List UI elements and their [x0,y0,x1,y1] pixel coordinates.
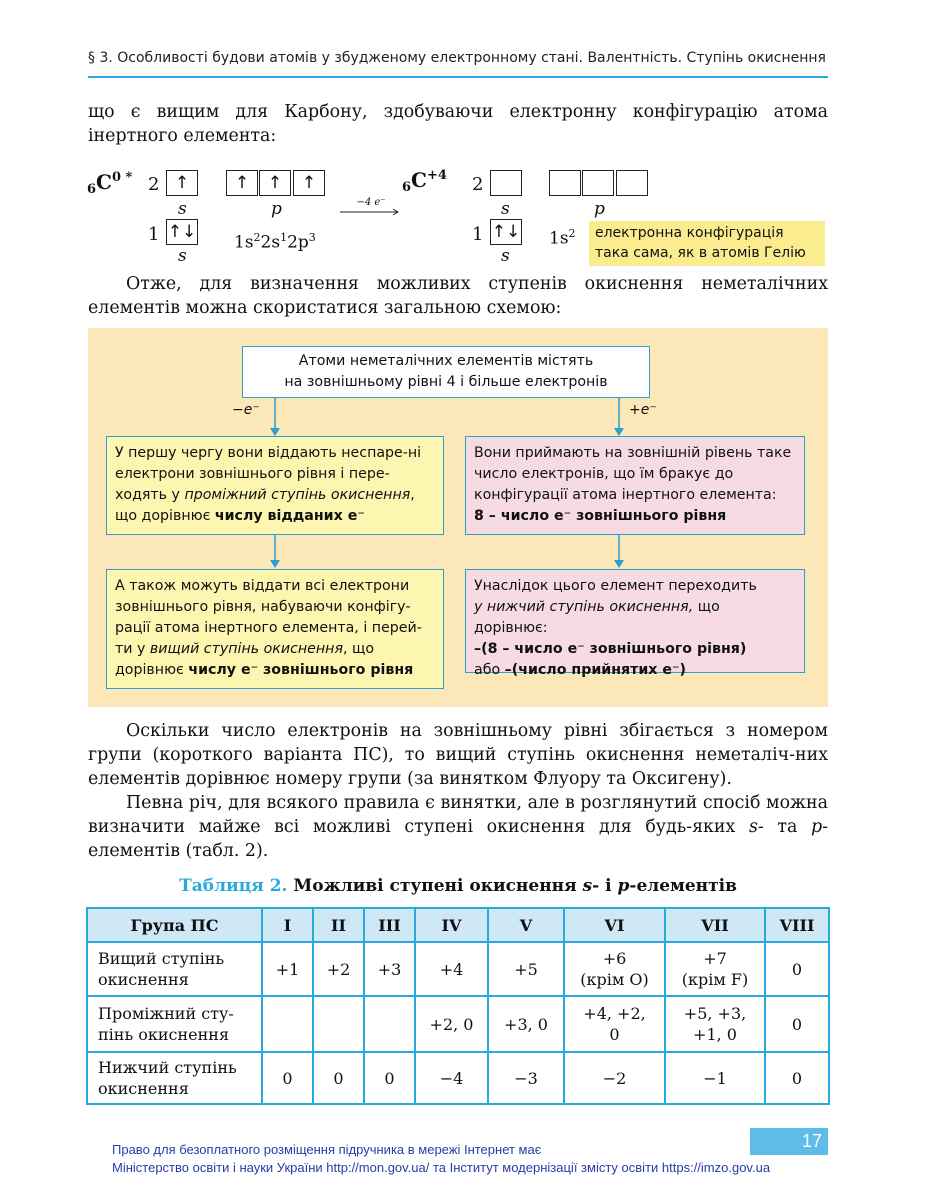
table-header: I [262,908,313,942]
cell-line: +5 [514,959,538,979]
row-label-line: окиснення [98,1079,189,1098]
cell-line: +5, +3, [683,1004,747,1023]
box-italic: у нижчий ступінь окиснення, [474,599,694,615]
box-line [474,660,796,681]
box-text: Унаслідок цього елемент переходить [474,578,757,594]
caption-text: -елементів [629,876,737,896]
s-label: s [178,199,187,219]
para-text: -елементів (табл. 2). [88,817,828,861]
level-2-label: 2 [148,174,160,195]
level-1-label: 1 [472,224,484,245]
table-cell [564,1052,665,1104]
box-text: А також можуть віддати всі електрони зовнішнього рівня, набуваючи конфігу-рації атома інертного елемента, і перей-ти у [115,578,422,657]
row-label [87,942,262,996]
scheme-top-line: на зовнішньому рівні 4 і більше електронів [284,374,608,390]
table-cell [313,1052,364,1104]
para-text: - та [757,817,811,837]
cell-line: +7 [703,949,727,968]
transition-arrow [340,208,402,216]
gain-electrons-label: +e⁻ [629,402,657,418]
box-bold: числу відданих e⁻ [214,508,365,524]
orbital-2s-right [490,170,522,196]
orbital-2p-3: ↑ [293,170,325,196]
table-cell [364,1052,415,1104]
table-cell [488,996,564,1052]
table-row [87,996,829,1052]
cell-line: 0 [333,1068,344,1088]
cell-line: +1, 0 [693,1025,737,1044]
cell-line: 0 [791,1068,803,1088]
caption-number: Таблиця 2. [179,876,288,896]
table-row [87,942,829,996]
oxidation-states-table [86,907,830,1105]
box-text: , що дорівнює [115,487,415,524]
cell-line: +4, +2, [583,1004,646,1023]
scheme-box-highest [106,569,444,689]
transition-label: −4 e⁻ [356,197,386,208]
note-line: така сама, як в атомів Гелію [595,245,806,261]
config-left: $1s^22s^12p^3$ [234,231,316,253]
orbital-1s-right: ↑↓ [490,219,522,245]
box-text: , що дорівнює [115,641,375,678]
cell-line: +6 [602,949,627,968]
table-cell [765,942,829,996]
box-bold: –(8 – число e⁻ зовнішнього рівня) [474,641,747,657]
table-cell [765,996,829,1052]
p-label: p [271,199,282,219]
level-1-label: 1 [148,224,160,245]
box-italic: проміжний ступінь окиснення [184,487,411,503]
box-line [474,597,796,639]
cell-line: +3, 0 [504,1014,548,1034]
table-cell [262,1052,313,1104]
cell-line: +2, 0 [429,1014,474,1034]
row-label [87,996,262,1052]
s-label: s [178,246,187,266]
cell-line: 0 [384,1068,395,1088]
cell-line: +2 [326,959,351,979]
orbital-2p-empty-3 [616,170,648,196]
table-cell [765,1052,829,1104]
orbital-2p-1: ↑ [226,170,258,196]
paragraph-3: Оскільки число електронів на зовнішньому рівні збігається з номером групи (короткого варіанта ПС), то вищий ступінь окиснення неметаліч-них елементів дорівнює номеру групи (за винятком Флуору та Оксигену). [88,721,828,789]
para-italic: s [748,817,758,837]
carbon-excited-symbol: $_6C^{0 *}$ [87,170,133,197]
caption-italic: s [582,876,593,896]
table-cell [364,942,415,996]
page-number: 17 [750,1128,828,1155]
table-cell [415,1052,488,1104]
cell-line: 0 [282,1068,293,1088]
table-cell [564,942,665,996]
header-divider [88,76,828,78]
table-header: II [313,908,364,942]
table-cell [665,1052,765,1104]
table-header: VII [665,908,765,942]
running-header: § 3. Особливості будови атомів у збудженому електронному стані. Валентність. Ступінь окиснення [88,50,826,66]
table-cell [488,942,564,996]
cell-line: (крім F) [681,970,749,989]
table-header: Група ПС [87,908,262,942]
scheme-top-line: Атоми неметалічних елементів містять [298,353,594,369]
table-header: III [364,908,415,942]
row-label-line: окиснення [98,970,189,989]
level-2-label: 2 [472,174,484,195]
row-label-line: пінь окиснення [98,1025,230,1044]
table-cell [488,1052,564,1104]
scheme-box-gain [465,436,805,535]
caption-text: Можливі ступені окиснення [293,876,583,896]
table-header: V [488,908,564,942]
s-label: s [501,246,510,266]
footer-notice [112,1141,832,1177]
cell-line: −4 [439,1068,464,1088]
s-label: s [501,199,510,219]
cell-line: +4 [439,959,464,979]
orbital-2p-empty-2 [582,170,614,196]
cell-line: −1 [703,1068,727,1088]
caption-text: - і [592,876,618,896]
table-cell [313,942,364,996]
table-header: VI [564,908,665,942]
row-label-line: Нижчий ступінь [98,1058,237,1077]
helium-config-note [589,221,825,266]
table-caption [88,876,828,896]
para-italic: p [810,817,823,837]
box-bold: 8 – число e⁻ зовнішнього рівня [474,508,727,524]
para-text: Певна річ, для всякого правила є винятки, але в розглянутий спосіб можна визначити майже всі можливі ступені окиснення для будь-яких [88,793,828,837]
note-line: електронна конфігурація [595,225,784,241]
scheme-box-intermediate [106,436,444,535]
orbital-1s-left: ↑↓ [166,219,198,245]
box-line [474,639,796,660]
paragraph-1: що є вищим для Карбону, здобуваючи електронну конфігурацію атома інертного елемента: [88,102,828,146]
table-cell [262,996,313,1052]
table-cell [313,996,364,1052]
paragraph-4 [88,791,828,863]
cell-line: +1 [275,959,300,979]
box-bold: числу e⁻ зовнішнього рівня [188,662,414,678]
box-text: Вони приймають на зовнішній рівень таке число електронів, що їм бракує до конфігурації атома інертного елемента: [474,445,792,503]
scheme-box-lowest [465,569,805,678]
table-row [87,1052,829,1104]
footer-line: Право для безоплатного розміщення підручника в мережі Інтернет має [112,1142,542,1157]
table-header: IV [415,908,488,942]
footer-line: Міністерство освіти і науки України http://mon.gov.ua/ та Інститут модернізації змісту освіти https://imzo.gov.ua [112,1160,771,1175]
orbital-2s-left: ↑ [166,170,198,196]
row-label-line: Вищий ступінь [98,949,225,968]
table-cell [665,996,765,1052]
row-label [87,1052,262,1104]
table-cell [665,942,765,996]
box-italic: вищий ступінь окиснення [149,641,343,657]
cell-line: (крім O) [580,970,649,989]
carbon-ion-symbol: $_6C^{+4}$ [402,168,447,195]
cell-line: −2 [602,1068,627,1088]
table-cell [415,942,488,996]
box-bold: –(число прийнятих e⁻) [504,662,686,678]
table-cell [564,996,665,1052]
box-text: У першу чергу вони віддають неспаре-ні електрони зовнішнього рівня і пере-ходять у [115,445,422,503]
orbital-2p-empty-1 [549,170,581,196]
cell-line: 0 [791,1014,803,1034]
row-label-line: Проміжний сту- [98,1004,234,1023]
caption-italic: p [617,876,630,896]
table-header: VIII [765,908,829,942]
paragraph-2: Отже, для визначення можливих ступенів окиснення неметалічних елементів можна скористатися загальною схемою: [88,274,828,318]
table-cell [262,942,313,996]
box-text: що дорівнює: [474,599,720,636]
config-right: $1s^2$ [549,227,576,249]
table-cell [364,996,415,1052]
lose-electrons-label: −e⁻ [232,402,260,418]
cell-line: +3 [377,959,402,979]
orbital-2p-2: ↑ [259,170,291,196]
cell-line: 0 [791,959,803,979]
cell-line: −3 [514,1068,538,1088]
p-label: p [594,199,605,219]
cell-line: 0 [609,1025,620,1044]
table-cell [415,996,488,1052]
box-text: або [474,662,505,678]
table-header-row [87,908,829,942]
